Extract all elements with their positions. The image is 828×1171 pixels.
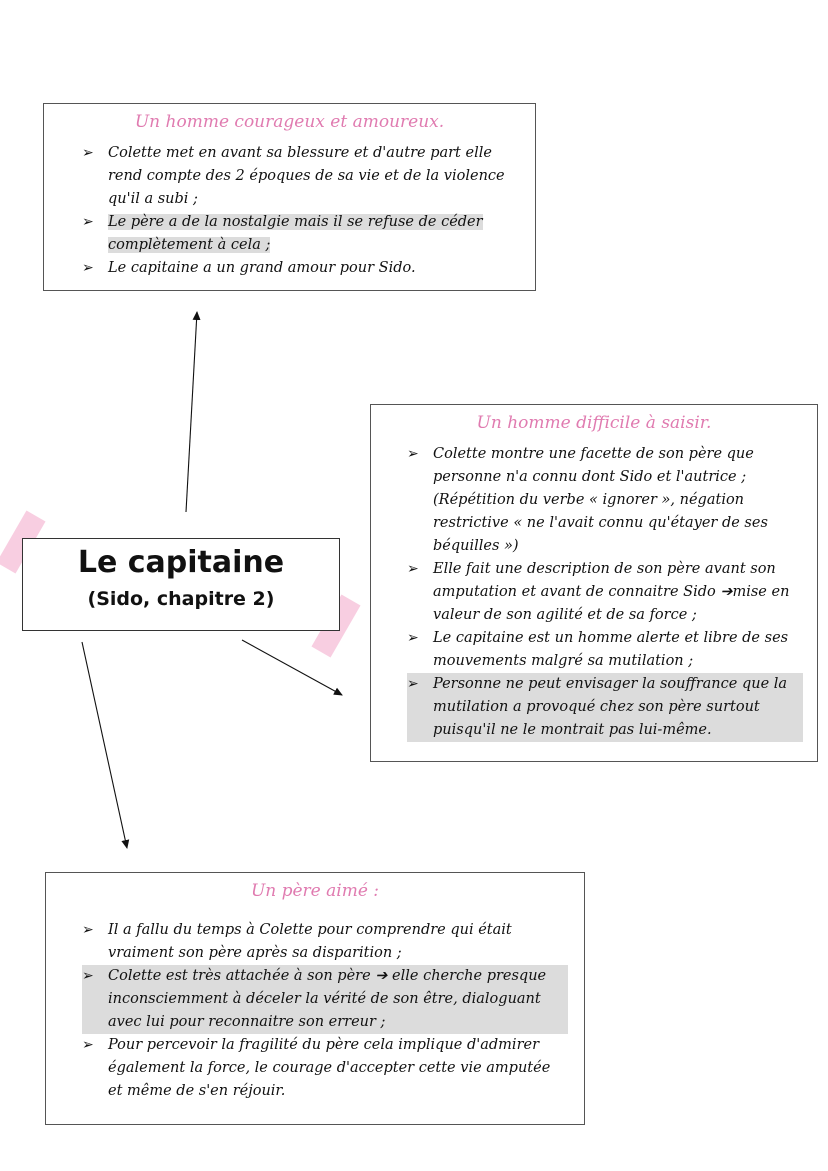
box-pere-aime-list (82, 919, 568, 1103)
arrow-to-right-box (242, 640, 342, 695)
bullet-arrow-icon: ➢ (82, 214, 94, 230)
list-item: ➢ Le père a de la nostalgie mais il se refuse de céder complètement à cela ; (82, 211, 515, 257)
list-item: ➢ Le capitaine a un grand amour pour Sido. (82, 257, 515, 280)
list-item: ➢ Le capitaine est un homme alerte et libre de ses mouvements malgré sa mutilation ; (407, 627, 803, 673)
bullet-arrow-icon: ➢ (82, 145, 94, 161)
bullet-arrow-icon: ➢ (82, 260, 94, 276)
list-item: ➢ Pour percevoir la fragilité du père cela implique d'admirer également la force, le courage d'accepter cette vie amputée et même de s'en réjouir. (82, 1034, 568, 1103)
box-courageux-title: Un homme courageux et amoureux. (134, 112, 445, 132)
list-item: ➢ Personne ne peut envisager la souffrance que la mutilation a provoqué chez son père surtout puisqu'il ne le montrait pas lui-même. (407, 673, 803, 742)
bullet-arrow-icon: ➢ (407, 446, 419, 462)
bullet-arrow-icon: ➢ (407, 630, 419, 646)
list-item: ➢ Colette montre une facette de son père que personne n'a connu dont Sido et l'autrice ; (Répétition du verbe « ignorer », négation restrictive « ne l'avait connu qu'étayer de ses béquilles ») (407, 443, 803, 558)
box-courageux-list (82, 142, 515, 280)
page-subtitle: (Sido, chapitre 2) (87, 588, 275, 610)
box-pere-aime (45, 872, 585, 1125)
arrow-to-top-box (186, 312, 197, 512)
list-item: ➢ Colette est très attachée à son père ➔ elle cherche presque inconsciemment à déceler la vérité de son être, dialoguant avec lui pour reconnaitre son erreur ; (82, 965, 568, 1034)
bullet-arrow-icon: ➢ (82, 968, 94, 984)
central-topic (22, 538, 340, 631)
box-courageux (43, 103, 536, 291)
list-item: ➢ Colette met en avant sa blessure et d'autre part elle rend compte des 2 époques de sa vie et de la violence qu'il a subi ; (82, 142, 515, 211)
list-item: ➢ Il a fallu du temps à Colette pour comprendre qui était vraiment son père après sa disparition ; (82, 919, 568, 965)
bullet-arrow-icon: ➢ (82, 922, 94, 938)
bullet-arrow-icon: ➢ (407, 561, 419, 577)
list-item: ➢ Elle fait une description de son père avant son amputation et avant de connaitre Sido ➔mise en valeur de son agilité et de sa force ; (407, 558, 803, 627)
arrow-to-bottom-box (82, 642, 127, 848)
box-difficile-title: Un homme difficile à saisir. (476, 413, 712, 433)
box-pere-aime-title: Un père aimé : (250, 881, 380, 901)
box-difficile (370, 404, 818, 762)
bullet-arrow-icon: ➢ (82, 1037, 94, 1053)
box-difficile-list (407, 443, 803, 742)
page-title: Le capitaine (77, 545, 285, 580)
bullet-arrow-icon: ➢ (407, 676, 419, 692)
